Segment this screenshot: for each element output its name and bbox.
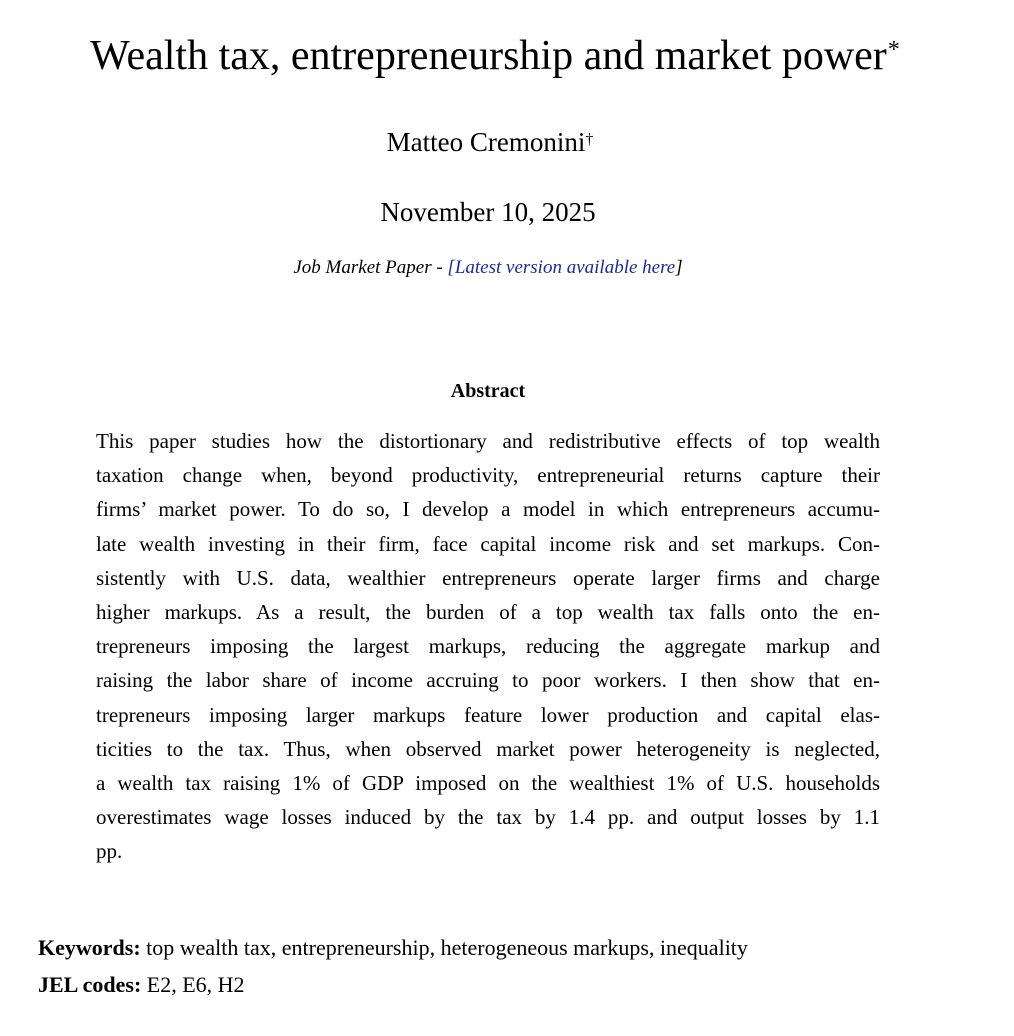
abstract-line: ticities to the tax. Thus, when observed market power heterogeneity is neglected, bbox=[96, 736, 880, 761]
author-name: Matteo Cremonini bbox=[386, 127, 586, 157]
jel-codes-label: JEL codes: bbox=[38, 972, 142, 997]
job-market-note bbox=[0, 254, 976, 282]
abstract-body bbox=[96, 424, 880, 868]
abstract-line: This paper studies how the distortionary and redistributive effects of top wealth bbox=[96, 429, 880, 453]
paper-title-text: Wealth tax, entrepreneurship and market power bbox=[90, 33, 887, 79]
paper-date: November 10, 2025 bbox=[380, 197, 596, 227]
abstract-line: raising the labor share of income accruing to poor workers. I then show that en- bbox=[96, 668, 880, 693]
job-market-prefix: Job Market Paper - bbox=[293, 257, 448, 278]
abstract-line: pp. bbox=[96, 839, 123, 864]
title-footnote-mark: * bbox=[887, 37, 900, 63]
abstract-line: taxation change when, beyond productivity, entrepreneurial returns capture their bbox=[96, 463, 880, 488]
latest-version-link[interactable]: Latest version available here bbox=[454, 257, 676, 278]
latest-version-link-open-bracket[interactable]: [ bbox=[447, 257, 455, 278]
abstract-line: late wealth investing in their firm, face capital income risk and set markups. Con- bbox=[96, 531, 880, 556]
author-line bbox=[0, 124, 980, 160]
abstract-line: trepreneurs imposing larger markups feature lower production and capital elas- bbox=[96, 702, 880, 727]
abstract-heading: Abstract bbox=[450, 380, 526, 402]
latest-version-close-bracket: ] bbox=[675, 257, 683, 278]
keywords-label: Keywords: bbox=[38, 935, 141, 960]
keywords-line bbox=[38, 930, 748, 966]
keywords-value: top wealth tax, entrepreneurship, heterogeneous markups, inequality bbox=[146, 935, 748, 960]
abstract-line: higher markups. As a result, the burden of a top wealth tax falls onto the en- bbox=[96, 599, 880, 624]
abstract-line: trepreneurs imposing the largest markups, reducing the aggregate markup and bbox=[96, 634, 880, 659]
abstract-line: sistently with U.S. data, wealthier entrepreneurs operate larger firms and charge bbox=[96, 565, 880, 590]
abstract-line: firms’ market power. To do so, I develop a model in which entrepreneurs accumu- bbox=[96, 497, 880, 522]
jel-codes-value: E2, E6, H2 bbox=[146, 972, 245, 997]
jel-codes-line bbox=[38, 967, 245, 1003]
abstract-line: overestimates wage losses induced by the tax by 1.4 pp. and output losses by 1.1 bbox=[96, 805, 880, 830]
paper-title bbox=[0, 30, 990, 82]
abstract-line: a wealth tax raising 1% of GDP imposed on the wealthiest 1% of U.S. households bbox=[96, 770, 880, 795]
author-footnote-mark: † bbox=[585, 131, 594, 148]
